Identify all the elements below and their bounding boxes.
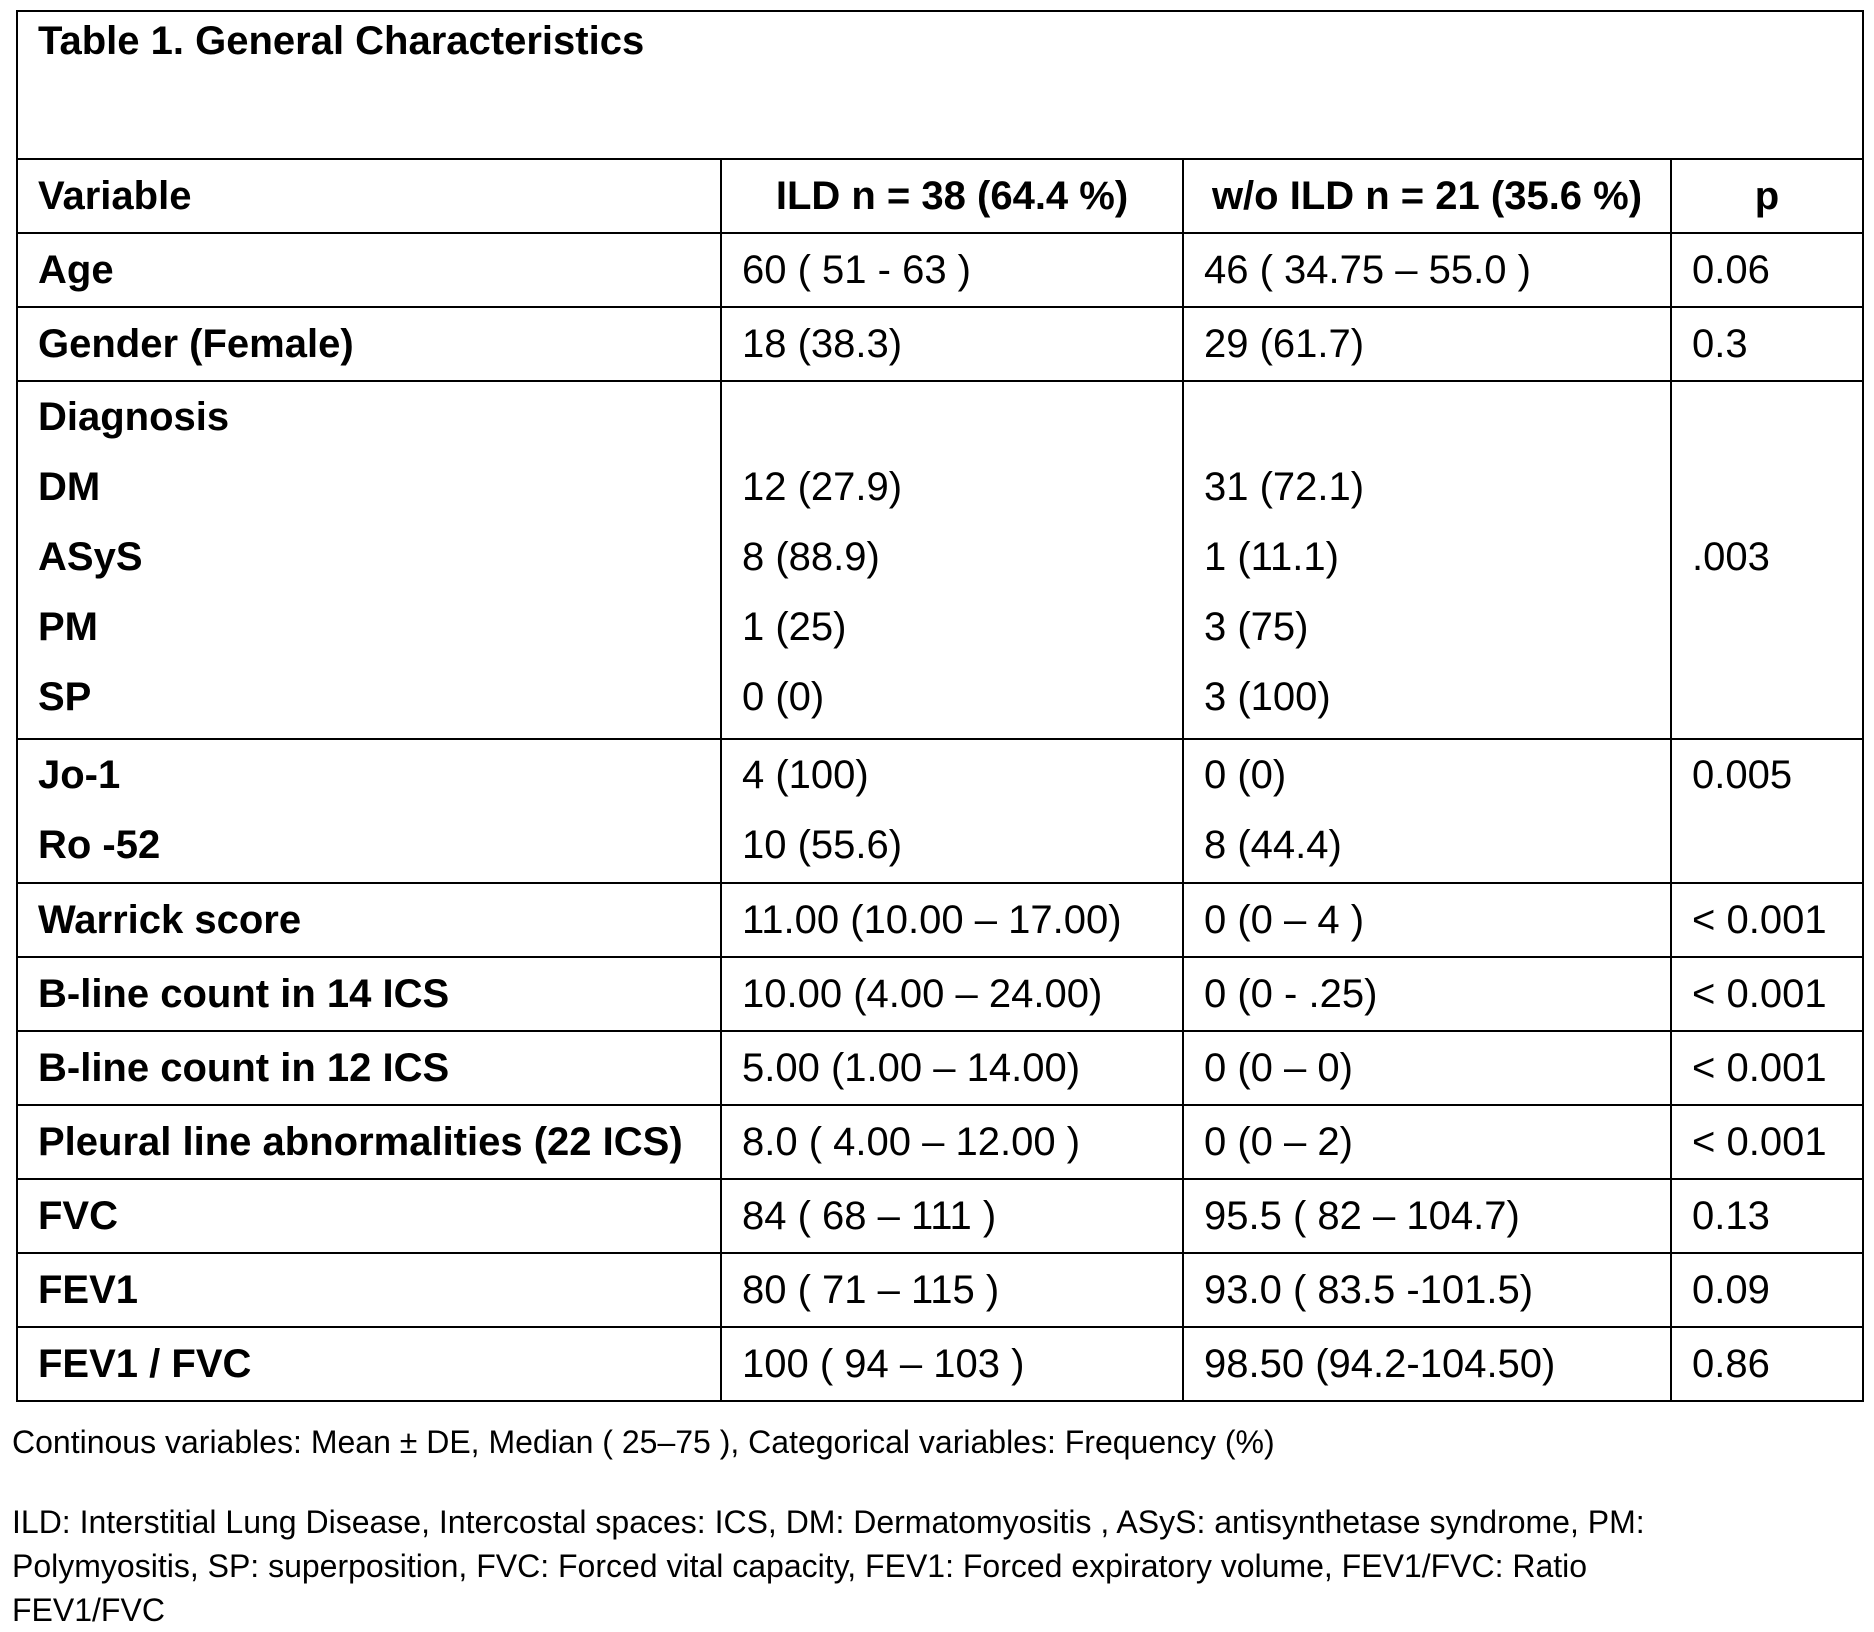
p-value: 0.005 — [1692, 753, 1793, 797]
p-value: .003 — [1692, 535, 1770, 579]
footnote-abbreviations: ILD: Interstitial Lung Disease, Intercostal spaces: ICS, DM: Dermatomyositis , ASyS: antisynthetase syndrome, PM: Polymyositis, SP: superposition, FVC: Forced vital capacity, FEV1: Forced expiratory volume, FEV1/FVC: Ratio FEV1/FVC — [12, 1504, 1645, 1628]
spacer — [742, 382, 1162, 452]
ild-value: 10 (55.6) — [742, 823, 903, 867]
p-value: < 0.001 — [1671, 957, 1863, 1031]
p-value: < 0.001 — [1671, 1031, 1863, 1105]
row-label: FVC — [17, 1179, 721, 1253]
without-ild-value: 0 (0 – 0) — [1183, 1031, 1671, 1105]
without-ild-value: 31 (72.1) — [1204, 465, 1365, 509]
ild-value: 5.00 (1.00 – 14.00) — [721, 1031, 1183, 1105]
antibody-labels — [17, 739, 721, 883]
ild-value: 18 (38.3) — [721, 307, 1183, 381]
characteristics-table — [16, 10, 1864, 1402]
ild-value: 0 (0) — [742, 675, 825, 719]
without-ild-value: 46 ( 34.75 – 55.0 ) — [1183, 233, 1671, 307]
table-row — [17, 307, 1863, 381]
table-footnotes — [12, 1420, 1852, 1632]
diagnosis-p-cell — [1671, 381, 1863, 739]
header-ild: ILD n = 38 (64.4 %) — [721, 159, 1183, 233]
footnote-variables: Continous variables: Mean ± DE, Median ( 25–75 ), Categorical variables: Frequency (%) — [12, 1424, 1275, 1460]
spacer — [1204, 382, 1650, 452]
without-ild-value: 95.5 ( 82 – 104.7) — [1183, 1179, 1671, 1253]
without-ild-value: 1 (11.1) — [1204, 535, 1339, 579]
diagnosis-label: SP — [38, 675, 92, 719]
diagnosis-label: DM — [38, 465, 101, 509]
table-title-row — [17, 11, 1863, 159]
table-title: Table 1. General Characteristics — [17, 11, 1863, 159]
ild-value: 11.00 (10.00 – 17.00) — [721, 883, 1183, 957]
header-without-ild: w/o ILD n = 21 (35.6 %) — [1183, 159, 1671, 233]
diagnosis-label: PM — [38, 605, 98, 649]
antibody-label: Ro -52 — [38, 823, 161, 867]
spacer — [1692, 452, 1842, 522]
without-ild-value: 3 (75) — [1204, 605, 1309, 649]
p-value: < 0.001 — [1671, 883, 1863, 957]
ild-value: 100 ( 94 – 103 ) — [721, 1327, 1183, 1401]
diagnosis-label: ASyS — [38, 535, 143, 579]
antibody-without-ild-values — [1183, 739, 1671, 883]
header-variable: Variable — [17, 159, 721, 233]
without-ild-value: 98.50 (94.2-104.50) — [1183, 1327, 1671, 1401]
ild-value: 1 (25) — [742, 605, 847, 649]
ild-value: 12 (27.9) — [742, 465, 903, 509]
table-row-antibodies — [17, 739, 1863, 883]
without-ild-value: 3 (100) — [1204, 675, 1331, 719]
without-ild-value: 0 (0 - .25) — [1183, 957, 1671, 1031]
without-ild-value: 0 (0 – 4 ) — [1183, 883, 1671, 957]
table-header-row — [17, 159, 1863, 233]
p-value: 0.09 — [1671, 1253, 1863, 1327]
without-ild-value: 29 (61.7) — [1183, 307, 1671, 381]
diagnosis-labels — [17, 381, 721, 739]
spacer — [1692, 382, 1842, 452]
row-label: Age — [17, 233, 721, 307]
ild-value: 60 ( 51 - 63 ) — [721, 233, 1183, 307]
table-row-diagnosis — [17, 381, 1863, 739]
p-value: < 0.001 — [1671, 1105, 1863, 1179]
without-ild-value: 8 (44.4) — [1204, 823, 1342, 867]
p-value: 0.06 — [1671, 233, 1863, 307]
table-row — [17, 883, 1863, 957]
p-value: 0.86 — [1671, 1327, 1863, 1401]
table-row — [17, 1253, 1863, 1327]
table-row — [17, 1327, 1863, 1401]
diagnosis-heading: Diagnosis — [38, 395, 230, 439]
table-row — [17, 1031, 1863, 1105]
diagnosis-ild-values — [721, 381, 1183, 739]
p-value: 0.3 — [1671, 307, 1863, 381]
ild-value: 80 ( 71 – 115 ) — [721, 1253, 1183, 1327]
table-row — [17, 1105, 1863, 1179]
ild-value: 10.00 (4.00 – 24.00) — [721, 957, 1183, 1031]
header-p: p — [1671, 159, 1863, 233]
row-label: Gender (Female) — [17, 307, 721, 381]
antibody-label: Jo-1 — [38, 753, 121, 797]
row-label: B-line count in 12 ICS — [17, 1031, 721, 1105]
table-row — [17, 233, 1863, 307]
ild-value: 8.0 ( 4.00 – 12.00 ) — [721, 1105, 1183, 1179]
row-label: FEV1 / FVC — [17, 1327, 721, 1401]
ild-value: 4 (100) — [742, 753, 869, 797]
ild-value: 8 (88.9) — [742, 535, 880, 579]
table-row — [17, 1179, 1863, 1253]
antibody-ild-values — [721, 739, 1183, 883]
row-label: B-line count in 14 ICS — [17, 957, 721, 1031]
p-value: 0.13 — [1671, 1179, 1863, 1253]
row-label: Pleural line abnormalities (22 ICS) — [17, 1105, 721, 1179]
without-ild-value: 0 (0 – 2) — [1183, 1105, 1671, 1179]
antibody-p-cell — [1671, 739, 1863, 883]
ild-value: 84 ( 68 – 111 ) — [721, 1179, 1183, 1253]
without-ild-value: 0 (0) — [1204, 753, 1287, 797]
without-ild-value: 93.0 ( 83.5 -101.5) — [1183, 1253, 1671, 1327]
diagnosis-without-ild-values — [1183, 381, 1671, 739]
table-row — [17, 957, 1863, 1031]
row-label: Warrick score — [17, 883, 721, 957]
row-label: FEV1 — [17, 1253, 721, 1327]
